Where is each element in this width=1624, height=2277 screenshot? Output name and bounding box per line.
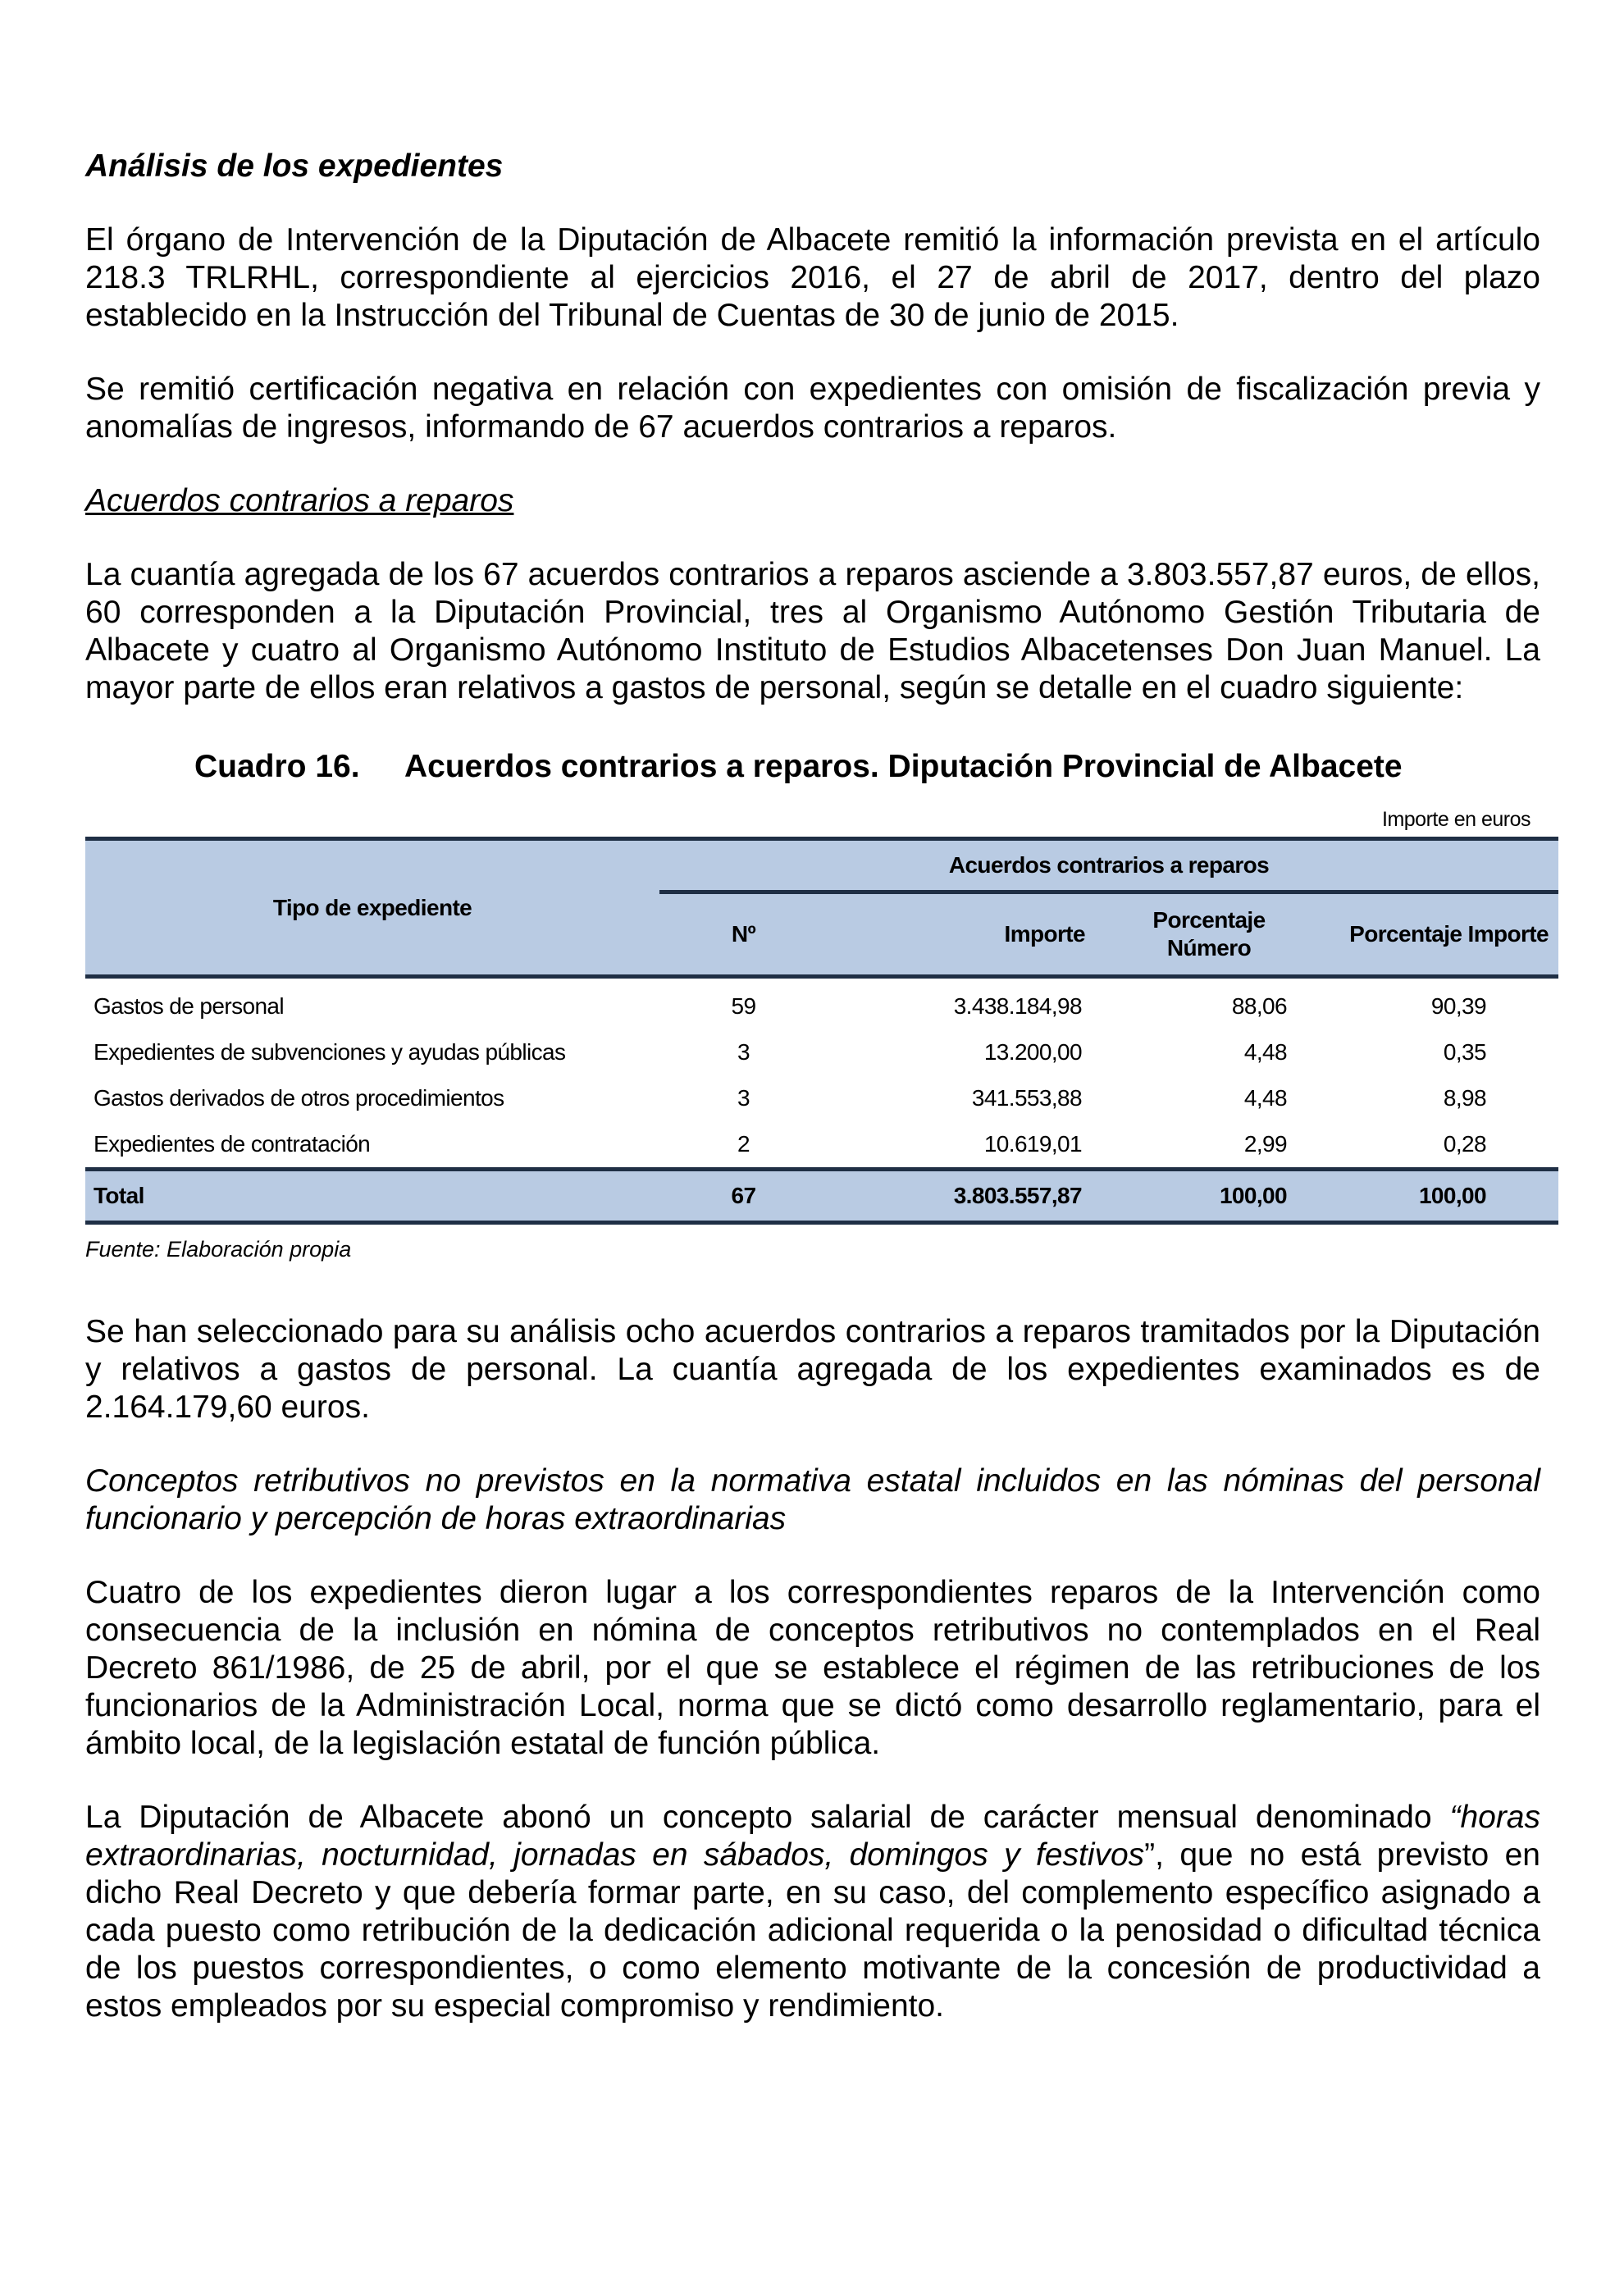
paragraph-seleccion: Se han seleccionado para su análisis ocho acuerdos contrarios a reparos tramitados por la Diputación y relativos a gastos de personal. La cuantía agregada de los expedientes examinados es de 2.164.179,60 euros. xyxy=(85,1314,1540,1425)
table-source: Fuente: Elaboración propia xyxy=(85,1237,352,1262)
header-importe: Importe xyxy=(828,892,1090,977)
cell-total-label: Total xyxy=(85,1170,659,1223)
cell-total-importe: 3.803.557,87 xyxy=(828,1170,1090,1223)
cell-pct-imp: 90,39 xyxy=(1430,993,1486,1019)
header-group: Acuerdos contrarios a reparos xyxy=(659,839,1558,892)
cell-total-pct-imp: 100,00 xyxy=(1328,1170,1558,1223)
cell-importe: 13.200,00 xyxy=(983,1039,1082,1065)
paragraph-reparos: Cuatro de los expedientes dieron lugar a los correspondientes reparos de la Intervención como consecuencia de la inclusión en nómina de conceptos retributivos no contemplados en el Real Decreto 861/1986, de 25 de abril, por el que se establece el régimen de las retribuciones de los funcionarios de la Administración Local, norma que se dictó como desarrollo reglamentario, para el ámbito local, de la legislación estatal de función pública. xyxy=(85,1575,1540,1761)
cell-pct-num: 4,48 xyxy=(1243,1039,1287,1065)
table-row xyxy=(85,1029,1558,1075)
cell-importe: 10.619,01 xyxy=(983,1131,1082,1157)
header-pct-num-line2: Número xyxy=(1166,935,1252,961)
cell-tipo: Gastos derivados de otros procedimientos xyxy=(94,1085,504,1111)
table-caption-number: Cuadro 16. xyxy=(194,749,360,784)
cell-tipo: Expedientes de subvenciones y ayudas públicas xyxy=(94,1039,566,1065)
paragraph-concepto-salarial-part1: La Diputación de Albacete abonó un concepto salarial de carácter mensual denominado xyxy=(85,1800,1450,1835)
header-pct-imp: Porcentaje Importe xyxy=(1328,892,1558,977)
cell-pct-num: 2,99 xyxy=(1243,1131,1287,1157)
cell-total-n: 67 xyxy=(659,1170,828,1223)
subheading-conceptos: Conceptos retributivos no previstos en la normativa estatal incluidos en las nóminas del personal funcionario y percepción de horas extraordinarias xyxy=(85,1463,1540,1536)
cell-pct-imp: 0,28 xyxy=(1443,1131,1486,1157)
cell-importe: 341.553,88 xyxy=(971,1085,1082,1111)
cell-tipo: Expedientes de contratación xyxy=(94,1131,371,1157)
cell-n: 3 xyxy=(737,1085,750,1111)
cell-total-pct-num: 100,00 xyxy=(1090,1170,1328,1223)
cell-pct-num: 4,48 xyxy=(1243,1085,1287,1111)
cell-pct-num: 88,06 xyxy=(1231,993,1287,1019)
header-n: Nº xyxy=(659,892,828,977)
paragraph-concepto-salarial xyxy=(85,1799,1540,2025)
paragraph-concepto-salarial-part2: ”, que no está previsto en dicho Real Decreto y que debería formar parte, en su caso, del complemento específico asignado a cada puesto como retribución de la dedicación adicional requerida o la penosidad o dificultad técnica de los puestos correspondientes, o como elemento motivante de la concesión de productividad a estos empleados por su especial compromiso y rendimiento. xyxy=(85,1837,1540,2024)
paragraph-cuantia: La cuantía agregada de los 67 acuerdos contrarios a reparos asciende a 3.803.557,87 euros, de ellos, 60 corresponden a la Diputación Provincial, tres al Organismo Autónomo Gestión Tributaria de Albacete y cuatro al Organismo Autónomo Instituto de Estudios Albacetenses Don Juan Manuel. La mayor parte de ellos eran relativos a gastos de personal, según se detalle en el cuadro siguiente: xyxy=(85,557,1540,705)
cell-n: 59 xyxy=(731,993,756,1019)
header-pct-num xyxy=(1090,892,1328,977)
subheading-acuerdos: Acuerdos contrarios a reparos xyxy=(85,483,514,518)
paragraph-remision: El órgano de Intervención de la Diputación de Albacete remitió la información prevista en el artículo 218.3 TRLRHL, correspondiente al ejercicios 2016, el 27 de abril de 2017, dentro del plazo establecido en la Instrucción del Tribunal de Cuentas de 30 de junio de 2015. xyxy=(85,222,1540,333)
cell-n: 3 xyxy=(737,1039,750,1065)
table-total-row xyxy=(85,1170,1558,1223)
cell-pct-imp: 8,98 xyxy=(1443,1085,1486,1111)
section-title: Análisis de los expedientes xyxy=(85,148,504,184)
cell-n: 2 xyxy=(737,1131,750,1157)
table-caption-title: Acuerdos contrarios a reparos. Diputación Provincial de Albacete xyxy=(404,749,1403,784)
document-page xyxy=(85,148,1549,2025)
table-row xyxy=(85,1075,1558,1121)
table-row xyxy=(85,977,1558,1030)
paragraph-certificacion: Se remitió certificación negativa en relación con expedientes con omisión de fiscalización previa y anomalías de ingresos, informando de 67 acuerdos contrarios a reparos. xyxy=(85,372,1540,445)
paragraph-concepto-salarial-quote: “horas extraordinarias, nocturnidad, jornadas en sábados, domingos y festivos xyxy=(85,1800,1540,1873)
acuerdos-table xyxy=(85,837,1558,1225)
cell-pct-imp: 0,35 xyxy=(1443,1039,1486,1065)
table-unit-note: Importe en euros xyxy=(1382,808,1530,831)
cell-tipo: Gastos de personal xyxy=(94,993,285,1019)
header-pct-num-line1: Porcentaje xyxy=(1152,907,1266,933)
cell-importe: 3.438.184,98 xyxy=(953,993,1082,1019)
table-row xyxy=(85,1121,1558,1170)
table-caption xyxy=(85,748,1540,786)
header-tipo: Tipo de expediente xyxy=(85,839,659,977)
